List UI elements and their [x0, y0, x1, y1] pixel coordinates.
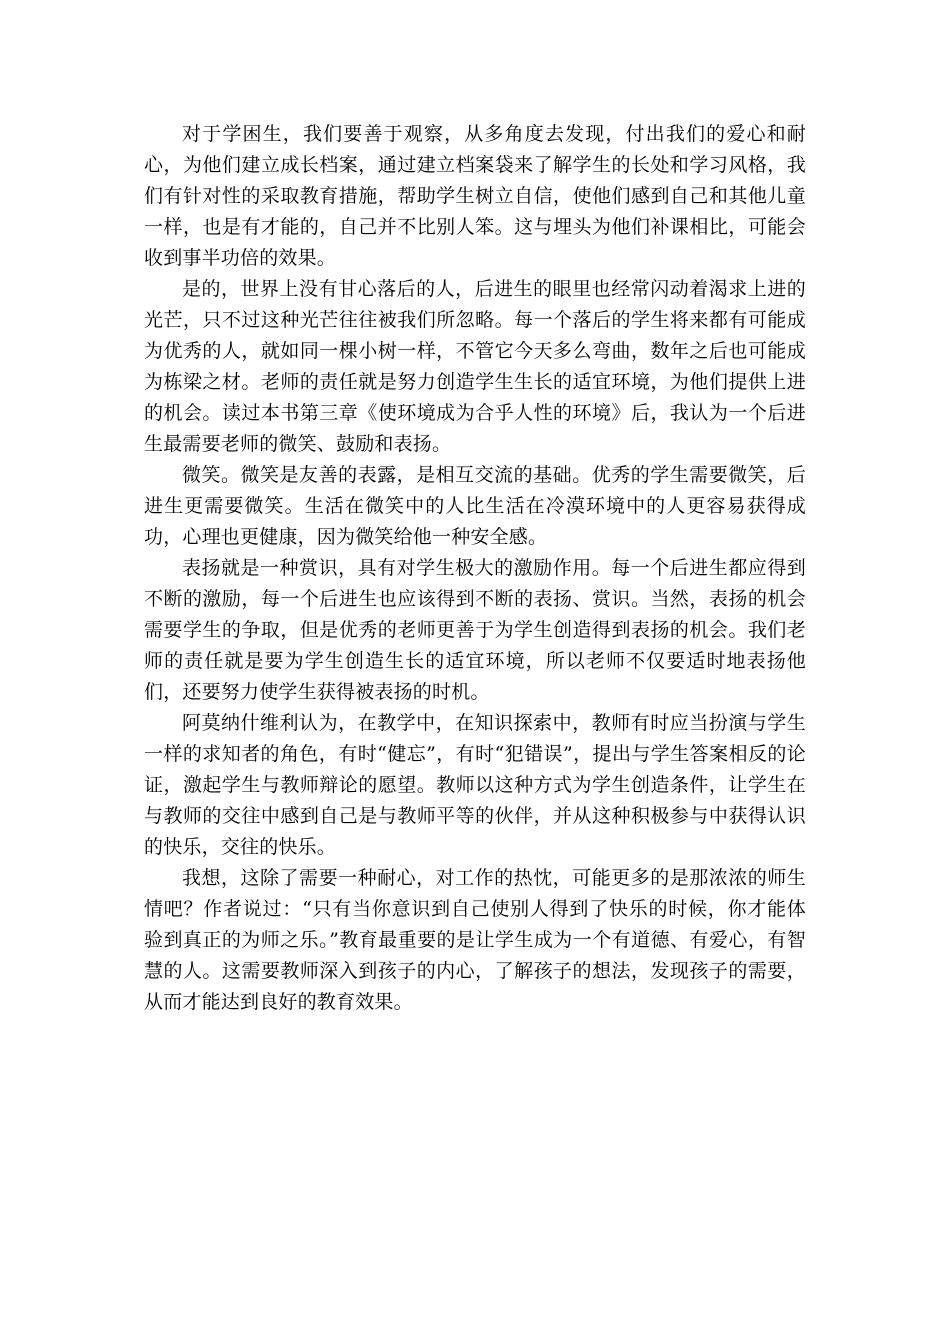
paragraph: 对于学困生，我们要善于观察，从多角度去发现，付出我们的爱心和耐心，为他们建立成长档案，通过建立档案袋来了解学生的长处和学习风格，我们有针对性的采取教育措施，帮助学生树立自信，使他们感到自己和其他儿童一样，也是有才能的，自己并不比别人笨。这与埋头为他们补课相比，可能会收到事半功倍的效果。 [144, 123, 806, 269]
paragraph: 微笑。微笑是友善的表露，是相互交流的基础。优秀的学生需要微笑，后进生更需要微笑。生活在微笑中的人比生活在冷漠环境中的人更容易获得成功，心理也更健康，因为微笑给他一种安全感。 [144, 464, 806, 548]
paragraph: 表扬就是一种赏识，具有对学生极大的激励作用。每一个后进生都应得到不断的激励，每一个后进生也应该得到不断的表扬、赏识。当然，表扬的机会需要学生的争取，但是优秀的老师更善于为学生创造得到表扬的机会。我们老师的责任就是要为学生创造生长的适宜环境，所以老师不仅要适时地表扬他们，还要努力使学生获得被表扬的时机。 [144, 557, 806, 703]
paragraph: 是的，世界上没有甘心落后的人，后进生的眼里也经常闪动着渴求上进的光芒，只不过这种光芒往往被我们所忽略。每一个落后的学生将来都有可能成为优秀的人，就如同一棵小树一样，不管它今天多么弯曲，数年之后也可能成为栋梁之材。老师的责任就是努力创造学生生长的适宜环境，为他们提供上进的机会。读过本书第三章《使环境成为合乎人性的环境》后，我认为一个后进生最需要老师的微笑、鼓励和表扬。 [144, 278, 806, 455]
paragraph: 我想，这除了需要一种耐心，对工作的热忱，可能更多的是那浓浓的师生情吧？作者说过：“只有当你意识到自己使别人得到了快乐的时候，你才能体验到真正的为师之乐。”教育最重要的是让学生成为一个有道德、有爱心，有智慧的人。这需要教师深入到孩子的内心，了解孩子的想法，发现孩子的需要，从而才能达到良好的教育效果。 [144, 867, 806, 1013]
paragraph: 阿莫纳什维利认为，在教学中，在知识探索中，教师有时应当扮演与学生一样的求知者的角色，有时“健忘”，有时“犯错误”，提出与学生答案相反的论证，激起学生与教师辩论的愿望。教师以这种方式为学生创造条件，让学生在与教师的交往中感到自己是与教师平等的伙伴，并从这种积极参与中获得认识的快乐，交往的快乐。 [144, 712, 806, 858]
document-body [144, 119, 806, 1018]
